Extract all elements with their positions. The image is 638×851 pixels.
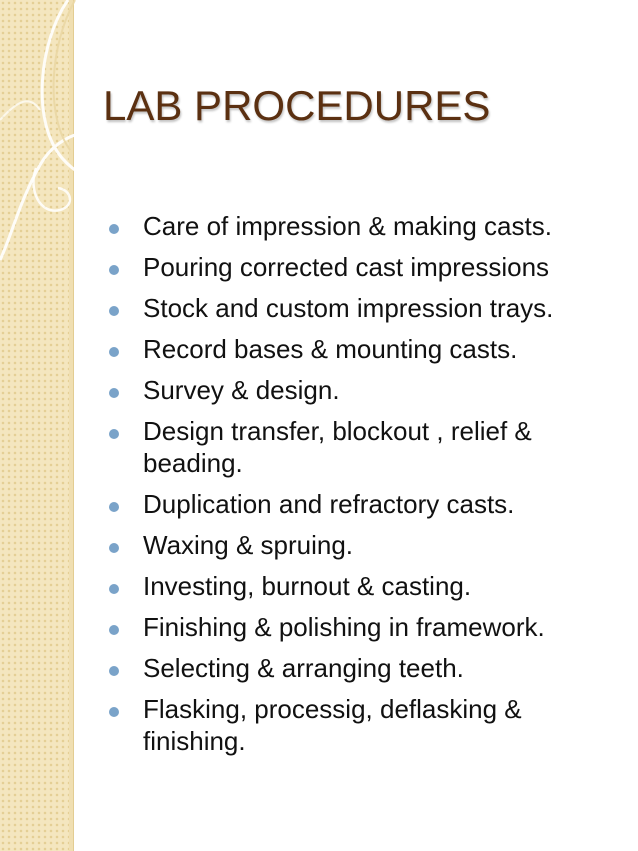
list-item-text: Waxing & spruing. — [143, 530, 354, 560]
list-item-text: Stock and custom impression trays. — [143, 293, 554, 323]
list-item — [105, 210, 615, 242]
round-bullet-icon — [109, 543, 119, 553]
list-item — [105, 652, 615, 684]
list-item — [105, 488, 615, 520]
list-item-text: Flasking, processig, deflasking & finishing. — [143, 694, 522, 756]
round-bullet-icon — [109, 502, 119, 512]
list-item-text: Survey & design. — [143, 375, 340, 405]
list-item — [105, 415, 615, 479]
round-bullet-icon — [109, 707, 119, 717]
list-item-text: Care of impression & making casts. — [143, 211, 552, 241]
round-bullet-icon — [109, 224, 119, 234]
round-bullet-icon — [109, 388, 119, 398]
list-item-text: Investing, burnout & casting. — [143, 571, 472, 601]
round-bullet-icon — [109, 265, 119, 275]
list-item-text: Selecting & arranging teeth. — [143, 653, 464, 683]
round-bullet-icon — [109, 306, 119, 316]
swirl-decoration — [0, 0, 120, 300]
slide-title: LAB PROCEDURES — [103, 82, 491, 129]
round-bullet-icon — [109, 584, 119, 594]
list-item — [105, 374, 615, 406]
round-bullet-icon — [109, 625, 119, 635]
list-item — [105, 611, 615, 643]
list-item-text: Pouring corrected cast impressions — [143, 252, 550, 282]
list-item — [105, 693, 615, 757]
list-item-text: Design transfer, blockout , relief & beading. — [143, 416, 532, 478]
round-bullet-icon — [109, 666, 119, 676]
list-item — [105, 251, 615, 283]
list-item — [105, 292, 615, 324]
list-item-text: Finishing & polishing in framework. — [143, 612, 545, 642]
list-item-text: Record bases & mounting casts. — [143, 334, 518, 364]
procedure-list — [105, 210, 615, 766]
list-item-text: Duplication and refractory casts. — [143, 489, 515, 519]
list-item — [105, 529, 615, 561]
list-item — [105, 333, 615, 365]
list-item — [105, 570, 615, 602]
round-bullet-icon — [109, 347, 119, 357]
round-bullet-icon — [109, 429, 119, 439]
